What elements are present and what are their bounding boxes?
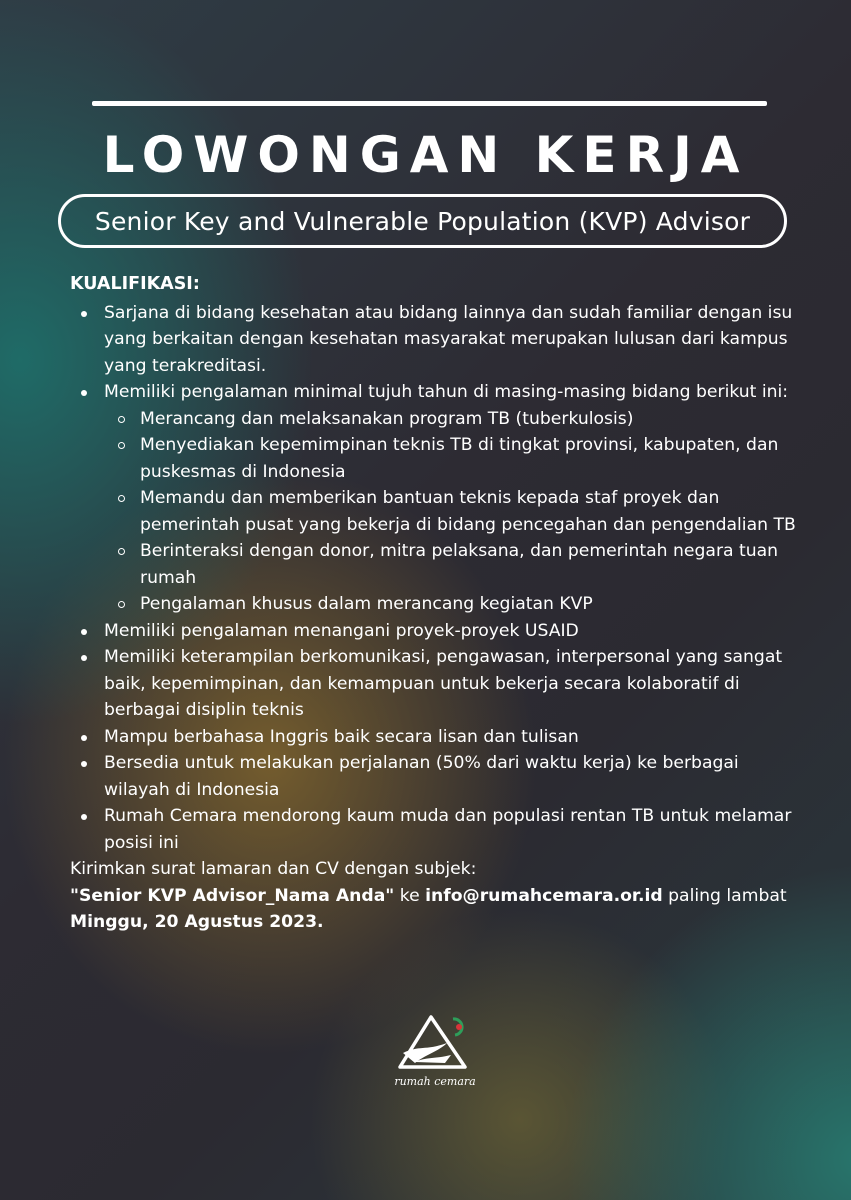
- list-item: Rumah Cemara mendorong kaum muda dan populasi rentan TB untuk melamar posisi ini: [104, 803, 805, 856]
- list-item: [104, 379, 805, 618]
- list-item: Bersedia untuk melakukan perjalanan (50% dari waktu kerja) ke berbagai wilayah di Indonesia: [104, 750, 805, 803]
- list-item: Memiliki pengalaman menangani proyek-proyek USAID: [104, 618, 805, 645]
- experience-sublist: [104, 406, 805, 618]
- to-word: ke: [394, 885, 426, 906]
- sub-list-item: Menyediakan kepemimpinan teknis TB di tingkat provinsi, kabupaten, dan puskesmas di Indonesia: [140, 432, 805, 485]
- list-item: Sarjana di bidang kesehatan atau bidang lainnya dan sudah familiar dengan isu yang berkaitan dengan kesehatan masyarakat merupakan lulusan dari kampus yang terakreditasi.: [104, 300, 805, 380]
- sub-list-item: Merancang dan melaksanakan program TB (tuberkulosis): [140, 406, 805, 433]
- logo-mark-icon: [395, 1005, 475, 1097]
- list-item: Mampu berbahasa Inggris baik secara lisan dan tulisan: [104, 724, 805, 751]
- sub-list-item: Pengalaman khusus dalam merancang kegiatan KVP: [140, 591, 805, 618]
- email-subject: "Senior KVP Advisor_Nama Anda": [70, 885, 395, 906]
- logo-text: rumah cemara: [395, 1075, 475, 1088]
- application-line: Kirimkan surat lamaran dan CV dengan subjek:: [70, 859, 477, 879]
- sub-list-item: Memandu dan memberikan bantuan teknis kepada staf proyek dan pemerintah pusat yang bekerja di bidang pencegahan dan pengendalian TB: [140, 485, 805, 538]
- page-title: LOWONGAN KERJA: [102, 126, 749, 184]
- deadline-prefix: paling lambat: [662, 885, 787, 906]
- qualifications-list: [70, 300, 805, 857]
- deadline-date: Minggu, 20 Agustus 2023.: [70, 912, 324, 932]
- list-item-text: Memiliki pengalaman minimal tujuh tahun di masing-masing bidang berikut ini:: [104, 382, 789, 402]
- rumah-cemara-logo: [395, 1005, 475, 1097]
- top-rule: [92, 101, 767, 106]
- position-badge: [58, 194, 787, 248]
- list-item: Memiliki keterampilan berkomunikasi, pengawasan, interpersonal yang sangat baik, kepemimpinan, dan kemampuan untuk bekerja secara kolaboratif di berbagai disiplin teknis: [104, 644, 805, 724]
- sub-list-item: Berinteraksi dengan donor, mitra pelaksana, dan pemerintah negara tuan rumah: [140, 538, 805, 591]
- qualifications-heading: KUALIFIKASI:: [70, 274, 200, 294]
- job-description: [70, 271, 805, 936]
- application-instructions: [70, 856, 805, 936]
- position-title: Senior Key and Vulnerable Population (KVP) Advisor: [94, 206, 751, 236]
- email-address[interactable]: info@rumahcemara.or.id: [425, 885, 663, 906]
